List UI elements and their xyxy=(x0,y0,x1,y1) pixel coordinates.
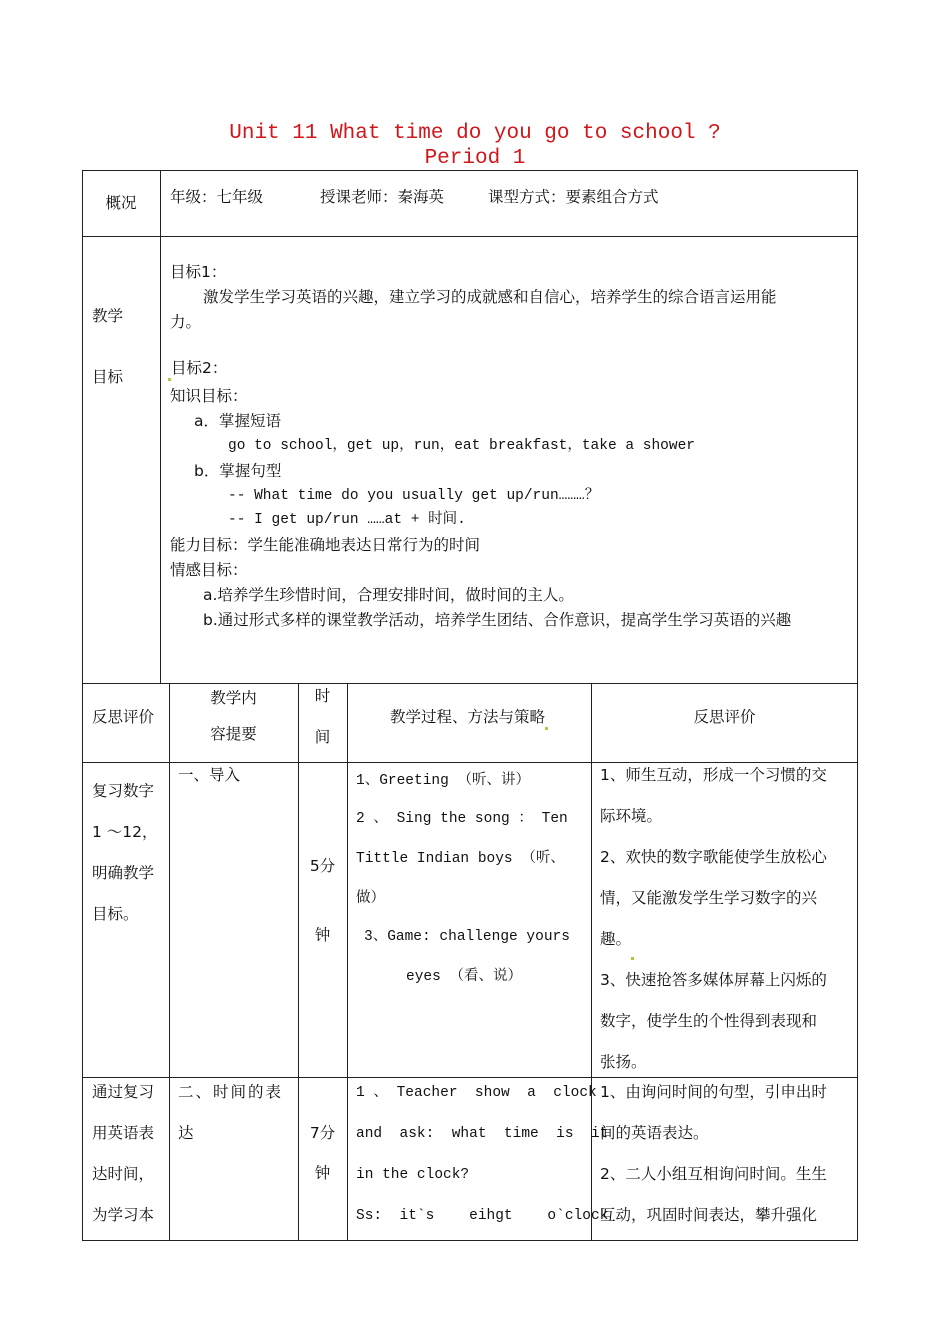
emotion-goal-b: b.通过形式多样的课堂教学活动，培养学生团结、合作意识，提高学生学习英语的兴趣 xyxy=(203,611,792,629)
row2-reflect xyxy=(92,1072,154,1236)
overview-grade: 年级：七年级 xyxy=(170,188,264,206)
overview-label: 概况 xyxy=(105,194,137,212)
row1-process-line: 3、Game: challenge yours xyxy=(364,929,570,945)
row1-process-line: 2 、 Sing the song ： Ten xyxy=(356,811,568,827)
row2-evaluation-line: 2、二人小组互相询问时间。生生 xyxy=(600,1165,827,1183)
header-process xyxy=(347,705,591,730)
header-time-line2: 间 xyxy=(314,728,331,746)
row1-process-line: 做） xyxy=(356,891,385,907)
row2-evaluation xyxy=(600,1072,854,1236)
row1-reflect xyxy=(92,771,158,935)
knowledge-title: 知识目标： xyxy=(170,387,248,405)
row1-process-line: 1、Greeting （听、讲） xyxy=(356,773,531,789)
header-reflect: 反思评价 xyxy=(92,708,155,726)
objectives-label-2: 目标 xyxy=(92,368,124,386)
header-evaluation: 反思评价 xyxy=(693,708,756,726)
overview-lesson-type: 课型方式：要素组合方式 xyxy=(488,188,659,206)
header-content-line1: 教学内 xyxy=(210,689,257,707)
row1-reflect-line: 明确教学 xyxy=(92,864,155,882)
col-divider-3 xyxy=(347,683,348,1240)
row1-time-line2: 钟 xyxy=(314,926,331,944)
header-content-line2: 容提要 xyxy=(210,725,257,743)
goal1-text-line2: 力。 xyxy=(170,313,202,331)
col-divider-2 xyxy=(298,683,299,1240)
row2-time-line2: 钟 xyxy=(314,1164,331,1182)
row1-process-line: eyes （看、说） xyxy=(406,969,523,985)
phrases-list: go to school，get up，run，eat breakfast，take a shower xyxy=(228,438,695,454)
row2-evaluation-line: 互动，巩固时间表达，攀升强化 xyxy=(600,1206,818,1224)
row2-reflect-line: 达时间， xyxy=(92,1165,155,1183)
overview-row-divider xyxy=(82,236,858,237)
row2-reflect-line: 为学习本 xyxy=(92,1206,155,1224)
ability-goal: 能力目标：学生能准确地表达日常行为的时间 xyxy=(170,536,481,554)
row2-content-line: 二、时间的表 xyxy=(178,1083,284,1101)
row1-evaluation-line: 3、快速抢答多媒体屏幕上闪烁的 xyxy=(600,971,827,989)
row1-evaluation-line: 数字，使学生的个性得到表现和 xyxy=(600,1012,818,1030)
row2-process-line: and ask: what time is it xyxy=(356,1126,609,1142)
goal2-title xyxy=(168,356,227,381)
emotion-title: 情感目标： xyxy=(170,561,248,579)
marker-dot xyxy=(168,378,171,381)
goal2-title-text: 目标2： xyxy=(171,359,228,377)
row1-process xyxy=(356,762,586,998)
row2-reflect-line: 用英语表 xyxy=(92,1124,155,1142)
row1-evaluation-line: 际环境。 xyxy=(600,807,663,825)
goal1-text-line1: 激发学生学习英语的兴趣，建立学习的成就感和自信心，培养学生的综合语言运用能 xyxy=(203,288,777,306)
row1-reflect-line: 目标。 xyxy=(92,905,139,923)
overview-teacher: 授课老师：秦海英 xyxy=(320,188,445,206)
row1-reflect-line: 复习数字 xyxy=(92,782,155,800)
row2-process-line: 1 、 Teacher show a clock xyxy=(356,1085,597,1101)
patterns-title: b．掌握句型 xyxy=(194,462,282,480)
row1-evaluation xyxy=(600,755,854,1083)
row1-time-line1: 5分 xyxy=(309,857,336,875)
row2-content-line: 达 xyxy=(178,1124,194,1142)
header-time-line1: 时 xyxy=(314,687,331,705)
phrases-title: a．掌握短语 xyxy=(194,412,281,430)
row1-content: 一、导入 xyxy=(178,766,241,784)
row1-process-line: Tittle Indian boys （听、 xyxy=(356,851,565,867)
page-subtitle: Period 1 xyxy=(424,147,526,170)
col-divider-1 xyxy=(169,683,170,1240)
row1-evaluation-line: 2、欢快的数字歌能使学生放松心 xyxy=(600,848,827,866)
row1-evaluation-line: 趣。 xyxy=(600,930,632,948)
row1-reflect-line: 1 ～12， xyxy=(92,823,158,841)
pattern-answer: -- I get up/run ……at + 时间. xyxy=(228,512,466,528)
row2-content xyxy=(178,1072,294,1154)
objectives-label-1: 教学 xyxy=(92,307,124,325)
row2-evaluation-line: 1、由询问时间的句型，引申出时 xyxy=(600,1083,827,1101)
header-process-text: 教学过程、方法与策略 xyxy=(389,708,545,726)
row2-process-line: Ss: it`s eihgt o`clock xyxy=(356,1208,609,1224)
emotion-goal-a: a.培养学生珍惜时间，合理安排时间，做时间的主人。 xyxy=(203,586,574,604)
marker-dot xyxy=(545,727,548,730)
row1-evaluation-line: 1、师生互动，形成一个习惯的交 xyxy=(600,766,827,784)
goal1-title: 目标1： xyxy=(170,263,227,281)
page-title: Unit 11 What time do you go to school ? xyxy=(229,122,721,145)
col-divider-4 xyxy=(591,683,592,1240)
row1-evaluation-line: 情，又能激发学生学习数字的兴 xyxy=(600,889,818,907)
row2-time-line1: 7分 xyxy=(309,1124,336,1142)
pattern-question: -- What time do you usually get up/run………？ xyxy=(228,488,600,504)
overview-divider xyxy=(160,170,161,683)
row2-reflect-line: 通过复习 xyxy=(92,1083,155,1101)
row2-process-line: in the clock? xyxy=(356,1167,470,1183)
row1-evaluation-line-wrap xyxy=(600,919,854,960)
row2-evaluation-line: 间的英语表达。 xyxy=(600,1124,709,1142)
row1-evaluation-line: 张扬。 xyxy=(600,1053,647,1071)
row2-process xyxy=(356,1073,609,1237)
